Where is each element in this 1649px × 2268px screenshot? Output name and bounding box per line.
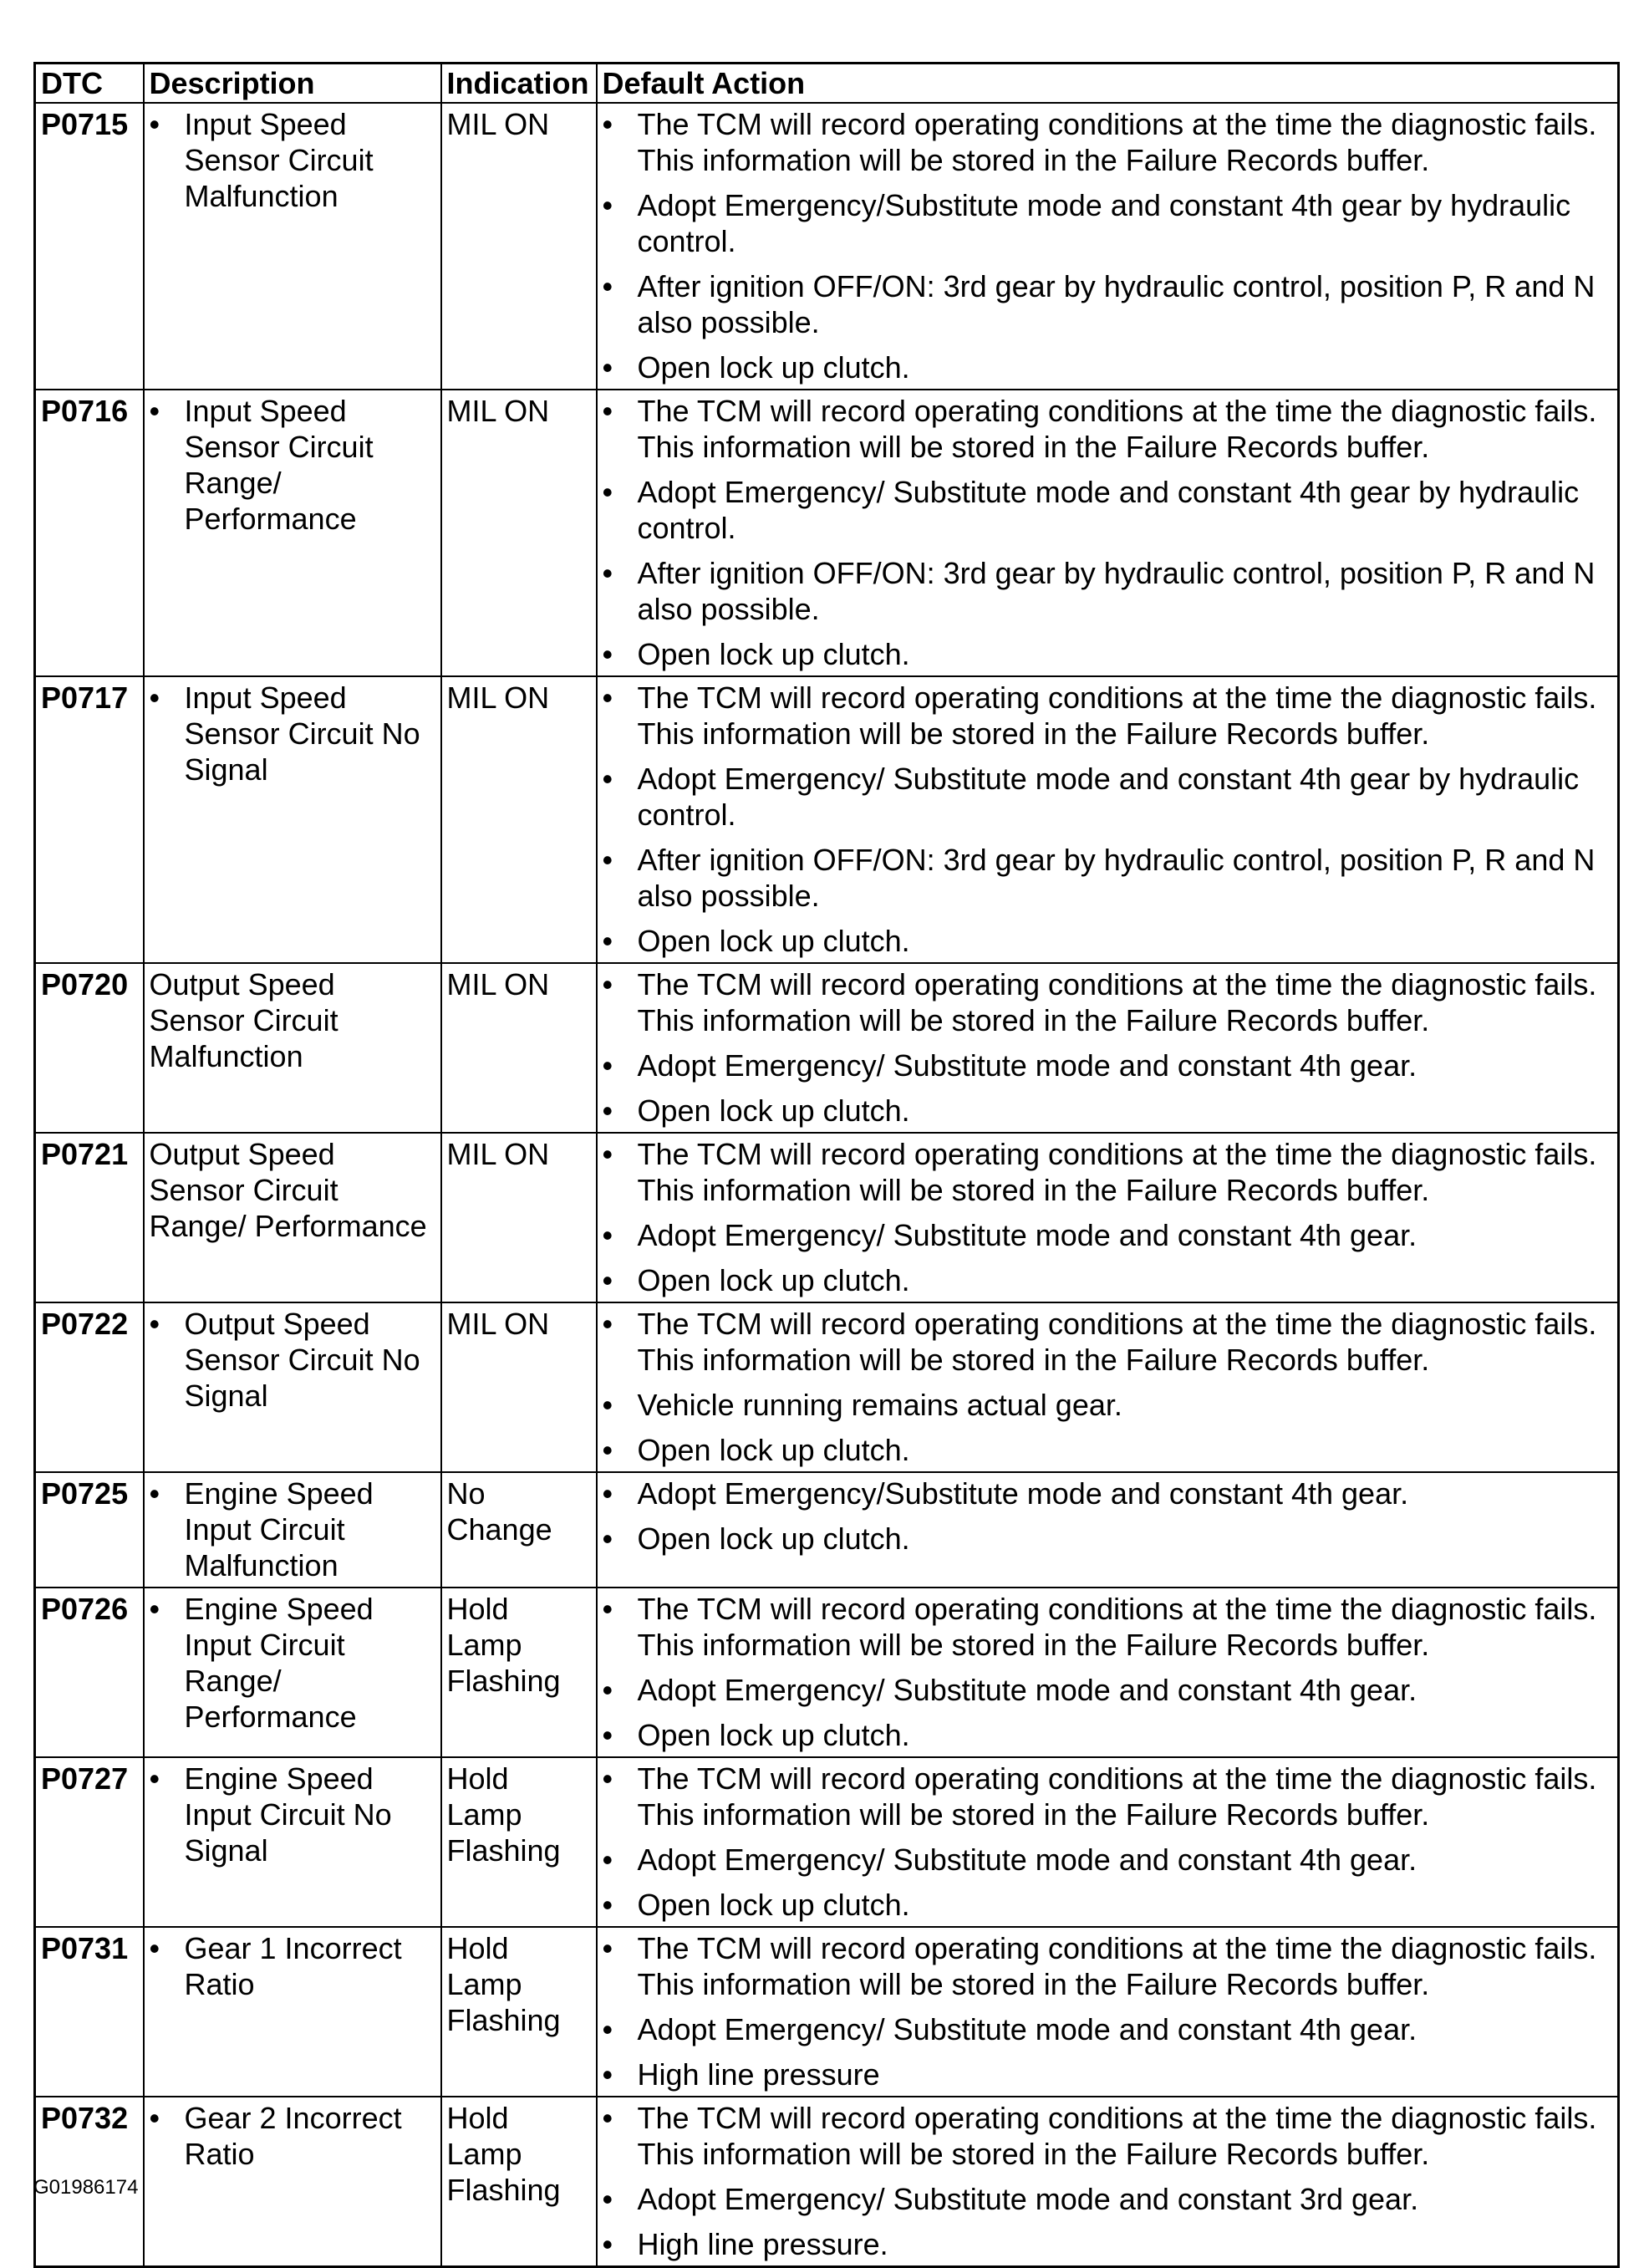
action-item [603,966,1613,1038]
action-item [603,923,1613,959]
dtc-description-cell [144,390,441,676]
dtc-code: P0727 [35,1757,144,1927]
default-action-cell [597,1588,1619,1757]
action-item [603,1475,1613,1511]
action-text: Adopt Emergency/Substitute mode and constant 4th gear by hydraulic control. [637,188,1571,258]
dtc-indication: MIL ON [441,1302,597,1472]
description-item [150,106,435,214]
bullet-glyph: • [602,2057,613,2092]
dtc-indication: MIL ON [441,676,597,963]
dtc-indication: MIL ON [441,1133,597,1302]
table-row [35,2097,1619,2267]
bullet-glyph: • [602,1048,613,1083]
action-text: Adopt Emergency/ Substitute mode and constant 4th gear. [637,2012,1417,2046]
action-item [603,1432,1613,1468]
dtc-description: Output Speed Sensor Circuit Malfunction [149,967,338,1073]
description-item [150,2100,435,2172]
table-row [35,1588,1619,1757]
dtc-indication: Hold Lamp Flashing [441,2097,597,2267]
bullet-glyph: • [602,1592,613,1626]
action-text: The TCM will record operating conditions at the time the diagnostic fails. This information will be stored in the Failure Records buffer. [637,1307,1597,1377]
dtc-table [33,62,1620,2268]
dtc-indication: MIL ON [441,963,597,1133]
description-item [150,1761,435,1868]
action-text: Open lock up clutch. [637,637,910,671]
dtc-indication: No Change [441,1472,597,1588]
description-item [150,1591,435,1735]
dtc-indication: MIL ON [441,390,597,676]
bullet-glyph: • [602,475,613,509]
action-item [603,106,1613,178]
action-text: Adopt Emergency/ Substitute mode and constant 4th gear. [637,1218,1417,1252]
action-text: Open lock up clutch. [637,924,910,958]
bullet-glyph: • [149,1307,160,1341]
action-text: Adopt Emergency/Substitute mode and constant 4th gear. [637,1476,1409,1511]
dtc-indication: Hold Lamp Flashing [441,1757,597,1927]
table-header-row [35,64,1619,104]
action-item [603,1387,1613,1423]
bullet-glyph: • [602,2227,613,2261]
action-item [603,680,1613,752]
action-text: Open lock up clutch. [637,1521,910,1556]
action-item [603,474,1613,546]
action-text: Adopt Emergency/ Substitute mode and constant 4th gear. [637,1673,1417,1707]
action-item [603,2181,1613,2217]
action-item [603,1217,1613,1253]
bullet-glyph: • [149,2101,160,2135]
action-text: After ignition OFF/ON: 3rd gear by hydraulic control, position P, R and N also possible. [637,843,1596,913]
description-item [150,1475,435,1583]
default-action-cell [597,676,1619,963]
table-row [35,1927,1619,2097]
bullet-glyph: • [149,1931,160,1965]
default-action-cell [597,2097,1619,2267]
bullet-glyph: • [602,1137,613,1171]
dtc-description: Gear 2 Incorrect Ratio [184,2101,402,2171]
action-text: Adopt Emergency/ Substitute mode and constant 4th gear. [637,1842,1417,1877]
action-text: After ignition OFF/ON: 3rd gear by hydraulic control, position P, R and N also possible. [637,269,1596,339]
action-list [603,393,1613,672]
action-item [603,187,1613,259]
bullet-glyph: • [602,2012,613,2046]
dtc-code: P0726 [35,1588,144,1757]
bullet-glyph: • [602,1388,613,1422]
action-item [603,2100,1613,2172]
default-action-cell [597,390,1619,676]
dtc-description-cell [144,103,441,390]
action-text: The TCM will record operating conditions at the time the diagnostic fails. This information will be stored in the Failure Records buffer. [637,1137,1597,1207]
dtc-code: P0721 [35,1133,144,1302]
action-text: Adopt Emergency/ Substitute mode and constant 4th gear by hydraulic control. [637,762,1580,832]
description-item [150,393,435,537]
dtc-description-cell [144,2097,441,2267]
action-text: The TCM will record operating conditions at the time the diagnostic fails. This information will be stored in the Failure Records buffer. [637,107,1597,177]
action-item [603,1761,1613,1832]
action-text: Vehicle running remains actual gear. [637,1388,1122,1422]
action-list [603,680,1613,959]
action-text: Open lock up clutch. [637,1718,910,1752]
bullet-glyph: • [602,269,613,303]
dtc-description: Gear 1 Incorrect Ratio [184,1931,402,2001]
action-text: High line pressure. [637,2227,888,2261]
action-list [603,1591,1613,1753]
default-action-cell [597,963,1619,1133]
table-row [35,1757,1619,1927]
dtc-description-cell [144,676,441,963]
bullet-glyph: • [602,1931,613,1965]
default-action-cell [597,1302,1619,1472]
action-list [603,1761,1613,1923]
action-item [603,1672,1613,1708]
dtc-code: P0715 [35,103,144,390]
action-item [603,842,1613,914]
bullet-glyph: • [602,1433,613,1467]
action-item [603,1136,1613,1208]
bullet-glyph: • [602,1718,613,1752]
dtc-description: Engine Speed Input Circuit Malfunction [184,1476,374,1583]
bullet-glyph: • [602,107,613,141]
bullet-glyph: • [602,1093,613,1128]
dtc-indication: Hold Lamp Flashing [441,1588,597,1757]
bullet-glyph: • [602,1761,613,1796]
dtc-code: P0725 [35,1472,144,1588]
bullet-glyph: • [602,680,613,715]
action-text: Open lock up clutch. [637,1433,910,1467]
bullet-glyph: • [149,680,160,715]
dtc-description: Engine Speed Input Circuit Range/ Performance [184,1592,374,1734]
default-action-cell [597,103,1619,390]
bullet-glyph: • [602,1263,613,1297]
bullet-glyph: • [602,637,613,671]
action-list [603,1475,1613,1557]
action-text: The TCM will record operating conditions at the time the diagnostic fails. This information will be stored in the Failure Records buffer. [637,394,1597,464]
action-item [603,636,1613,672]
action-text: The TCM will record operating conditions at the time the diagnostic fails. This information will be stored in the Failure Records buffer. [637,1931,1597,2001]
dtc-description: Engine Speed Input Circuit No Signal [184,1761,392,1868]
dtc-description-cell [144,1588,441,1757]
action-text: The TCM will record operating conditions at the time the diagnostic fails. This information will be stored in the Failure Records buffer. [637,1761,1597,1832]
action-item [603,268,1613,340]
action-text: The TCM will record operating conditions at the time the diagnostic fails. This information will be stored in the Failure Records buffer. [637,1592,1597,1662]
action-text: The TCM will record operating conditions at the time the diagnostic fails. This information will be stored in the Failure Records buffer. [637,2101,1597,2171]
bullet-glyph: • [602,350,613,385]
figure-id: G01986174 [33,2176,139,2199]
default-action-cell [597,1133,1619,1302]
dtc-description: Input Speed Sensor Circuit Malfunction [184,107,374,213]
table-row [35,103,1619,390]
table-row [35,1133,1619,1302]
bullet-glyph: • [602,762,613,796]
dtc-code: P0720 [35,963,144,1133]
dtc-code: P0731 [35,1927,144,2097]
bullet-glyph: • [149,107,160,141]
description-item [150,1930,435,2002]
bullet-glyph: • [602,556,613,590]
bullet-glyph: • [602,1521,613,1556]
bullet-glyph: • [602,2101,613,2135]
description-item [150,1306,435,1414]
action-text: Open lock up clutch. [637,1888,910,1922]
dtc-indication: Hold Lamp Flashing [441,1927,597,2097]
dtc-description-cell [144,1927,441,2097]
action-item [603,1717,1613,1753]
header-dtc: DTC [35,64,144,104]
dtc-description: Output Speed Sensor Circuit Range/ Performance [149,1137,427,1243]
bullet-glyph: • [602,843,613,877]
bullet-glyph: • [602,924,613,958]
dtc-description-cell [144,1757,441,1927]
action-item [603,1047,1613,1083]
action-text: Open lock up clutch. [637,1093,910,1128]
action-list [603,1136,1613,1298]
action-text: The TCM will record operating conditions at the time the diagnostic fails. This information will be stored in the Failure Records buffer. [637,680,1597,751]
dtc-description: Input Speed Sensor Circuit No Signal [184,680,420,787]
bullet-glyph: • [602,1842,613,1877]
dtc-description-cell [144,963,441,1133]
bullet-glyph: • [602,2182,613,2216]
table-row [35,1302,1619,1472]
action-item [603,393,1613,465]
action-list [603,2100,1613,2262]
description-item [150,1136,435,1244]
action-item [603,2011,1613,2047]
dtc-description-cell [144,1133,441,1302]
bullet-glyph: • [602,1476,613,1511]
action-item [603,761,1613,833]
description-item [150,680,435,787]
header-indication: Indication [441,64,597,104]
default-action-cell [597,1472,1619,1588]
action-list [603,106,1613,385]
action-item [603,1093,1613,1129]
action-item [603,1591,1613,1663]
bullet-glyph: • [149,1476,160,1511]
action-text: High line pressure [637,2057,880,2092]
action-item [603,2056,1613,2092]
default-action-cell [597,1757,1619,1927]
action-list [603,1930,1613,2092]
action-text: Open lock up clutch. [637,350,910,385]
dtc-code: P0716 [35,390,144,676]
action-item [603,1521,1613,1557]
dtc-code: P0717 [35,676,144,963]
bullet-glyph: • [602,394,613,428]
action-text: Adopt Emergency/ Substitute mode and constant 4th gear. [637,1048,1417,1083]
action-item [603,349,1613,385]
dtc-indication: MIL ON [441,103,597,390]
bullet-glyph: • [602,1888,613,1922]
action-text: Adopt Emergency/ Substitute mode and constant 4th gear by hydraulic control. [637,475,1580,545]
action-text: The TCM will record operating conditions at the time the diagnostic fails. This information will be stored in the Failure Records buffer. [637,967,1597,1037]
bullet-glyph: • [602,188,613,222]
action-text: Open lock up clutch. [637,1263,910,1297]
dtc-code: P0722 [35,1302,144,1472]
default-action-cell [597,1927,1619,2097]
action-item [603,1306,1613,1378]
action-item [603,1842,1613,1878]
action-item [603,1930,1613,2002]
dtc-code: P0732 [35,2097,144,2267]
action-list [603,1306,1613,1468]
header-description: Description [144,64,441,104]
action-text: After ignition OFF/ON: 3rd gear by hydraulic control, position P, R and N also possible. [637,556,1596,626]
action-item [603,2226,1613,2262]
table-body [35,103,1619,2267]
bullet-glyph: • [602,1218,613,1252]
table-row [35,963,1619,1133]
dtc-description-cell [144,1302,441,1472]
action-item [603,1887,1613,1923]
table-row [35,390,1619,676]
header-default-action: Default Action [597,64,1619,104]
table-row [35,676,1619,963]
bullet-glyph: • [149,1592,160,1626]
description-item [150,966,435,1074]
dtc-description: Input Speed Sensor Circuit Range/ Performance [184,394,374,536]
bullet-glyph: • [149,394,160,428]
action-list [603,966,1613,1129]
action-item [603,555,1613,627]
bullet-glyph: • [602,1673,613,1707]
table-row [35,1472,1619,1588]
bullet-glyph: • [602,967,613,1001]
action-item [603,1262,1613,1298]
dtc-description: Output Speed Sensor Circuit No Signal [184,1307,420,1413]
bullet-glyph: • [602,1307,613,1341]
action-text: Adopt Emergency/ Substitute mode and constant 3rd gear. [637,2182,1419,2216]
dtc-description-cell [144,1472,441,1588]
bullet-glyph: • [149,1761,160,1796]
